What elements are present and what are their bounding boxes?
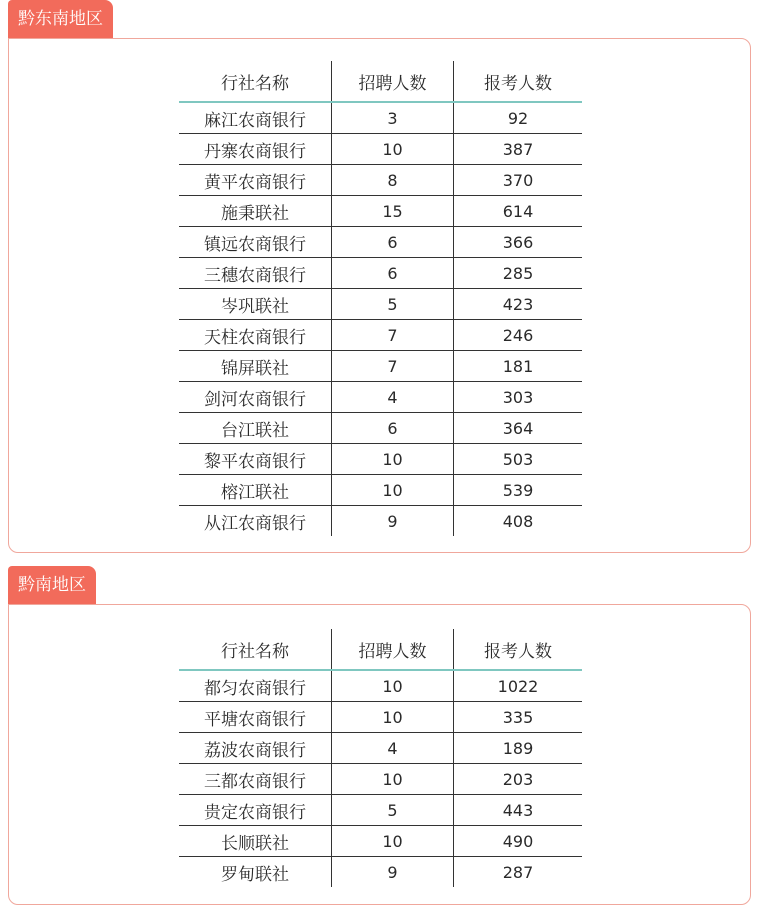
table-header-row (179, 629, 582, 670)
branch-name-cell: 岑巩联社 (179, 289, 332, 320)
applicants-count-cell: 285 (454, 258, 583, 289)
column-header-branch: 行社名称 (179, 629, 332, 670)
section-title: 黔南地区 (8, 566, 96, 604)
column-header-branch: 行社名称 (179, 61, 332, 102)
column-header-applicants: 报考人数 (454, 61, 583, 102)
branch-name-cell: 长顺联社 (179, 826, 332, 857)
section-card (8, 38, 751, 553)
branch-name-cell: 罗甸联社 (179, 857, 332, 888)
table-row (179, 413, 582, 444)
table-body (179, 670, 582, 887)
table-row (179, 764, 582, 795)
table-row (179, 196, 582, 227)
branch-name-cell: 三都农商银行 (179, 764, 332, 795)
branch-name-cell: 剑河农商银行 (179, 382, 332, 413)
branch-name-cell: 从江农商银行 (179, 506, 332, 537)
applicants-count-cell: 539 (454, 475, 583, 506)
branch-name-cell: 荔波农商银行 (179, 733, 332, 764)
applicants-count-cell: 189 (454, 733, 583, 764)
hires-count-cell: 7 (332, 320, 454, 351)
table-row (179, 506, 582, 537)
recruitment-table (179, 61, 582, 536)
applicants-count-cell: 335 (454, 702, 583, 733)
table-row (179, 258, 582, 289)
applicants-count-cell: 387 (454, 134, 583, 165)
hires-count-cell: 10 (332, 475, 454, 506)
hires-count-cell: 8 (332, 165, 454, 196)
hires-count-cell: 15 (332, 196, 454, 227)
hires-count-cell: 10 (332, 764, 454, 795)
table-row (179, 795, 582, 826)
applicants-count-cell: 92 (454, 102, 583, 134)
table-row (179, 351, 582, 382)
branch-name-cell: 施秉联社 (179, 196, 332, 227)
hires-count-cell: 4 (332, 733, 454, 764)
applicants-count-cell: 370 (454, 165, 583, 196)
branch-name-cell: 黎平农商银行 (179, 444, 332, 475)
hires-count-cell: 6 (332, 413, 454, 444)
branch-name-cell: 都匀农商银行 (179, 670, 332, 702)
table-row (179, 733, 582, 764)
applicants-count-cell: 614 (454, 196, 583, 227)
section-qiannan (0, 566, 779, 910)
hires-count-cell: 10 (332, 670, 454, 702)
hires-count-cell: 5 (332, 289, 454, 320)
table-row (179, 227, 582, 258)
table-row (179, 134, 582, 165)
hires-count-cell: 3 (332, 102, 454, 134)
applicants-count-cell: 503 (454, 444, 583, 475)
table-header-row (179, 61, 582, 102)
hires-count-cell: 10 (332, 134, 454, 165)
hires-count-cell: 7 (332, 351, 454, 382)
hires-count-cell: 10 (332, 444, 454, 475)
branch-name-cell: 镇远农商银行 (179, 227, 332, 258)
applicants-count-cell: 423 (454, 289, 583, 320)
table-row (179, 670, 582, 702)
table-row (179, 475, 582, 506)
applicants-count-cell: 181 (454, 351, 583, 382)
branch-name-cell: 三穗农商银行 (179, 258, 332, 289)
hires-count-cell: 9 (332, 857, 454, 888)
applicants-count-cell: 1022 (454, 670, 583, 702)
table-body (179, 102, 582, 536)
applicants-count-cell: 408 (502, 511, 534, 531)
table-row (179, 165, 582, 196)
branch-name-cell: 天柱农商银行 (179, 320, 332, 351)
table-row (179, 102, 582, 134)
branch-name-cell: 锦屏联社 (179, 351, 332, 382)
branch-name-cell: 贵定农商银行 (179, 795, 332, 826)
table-row (179, 289, 582, 320)
hires-count-cell: 6 (332, 258, 454, 289)
recruitment-table (179, 629, 582, 887)
applicants-count-cell: 443 (454, 795, 583, 826)
applicants-count-cell: 203 (454, 764, 583, 795)
applicants-count-cell: 246 (454, 320, 583, 351)
hires-count-cell: 10 (332, 702, 454, 733)
column-header-hires: 招聘人数 (332, 629, 454, 670)
section-title: 黔东南地区 (8, 0, 113, 38)
applicants-count-cell: 364 (454, 413, 583, 444)
branch-name-cell: 丹寨农商银行 (179, 134, 332, 165)
section-card (8, 604, 751, 905)
hires-count-cell: 4 (332, 382, 454, 413)
table-row (179, 382, 582, 413)
table-row (179, 857, 582, 888)
table-row (179, 702, 582, 733)
branch-name-cell: 黄平农商银行 (179, 165, 332, 196)
branch-name-cell: 台江联社 (179, 413, 332, 444)
hires-count-cell: 6 (332, 227, 454, 258)
column-header-applicants: 报考人数 (454, 629, 583, 670)
hires-count-cell: 9 (332, 506, 454, 537)
applicants-count-cell: 490 (454, 826, 583, 857)
column-header-hires: 招聘人数 (332, 61, 454, 102)
hires-count-cell: 10 (332, 826, 454, 857)
hires-count-cell: 5 (332, 795, 454, 826)
applicants-count-cell: 303 (454, 382, 583, 413)
table-row (179, 320, 582, 351)
table-row (179, 444, 582, 475)
applicants-count-cell: 366 (454, 227, 583, 258)
table-row (179, 826, 582, 857)
branch-name-cell: 麻江农商银行 (179, 102, 332, 134)
branch-name-cell: 榕江联社 (179, 475, 332, 506)
applicants-count-cell: 287 (502, 862, 534, 882)
branch-name-cell: 平塘农商银行 (179, 702, 332, 733)
